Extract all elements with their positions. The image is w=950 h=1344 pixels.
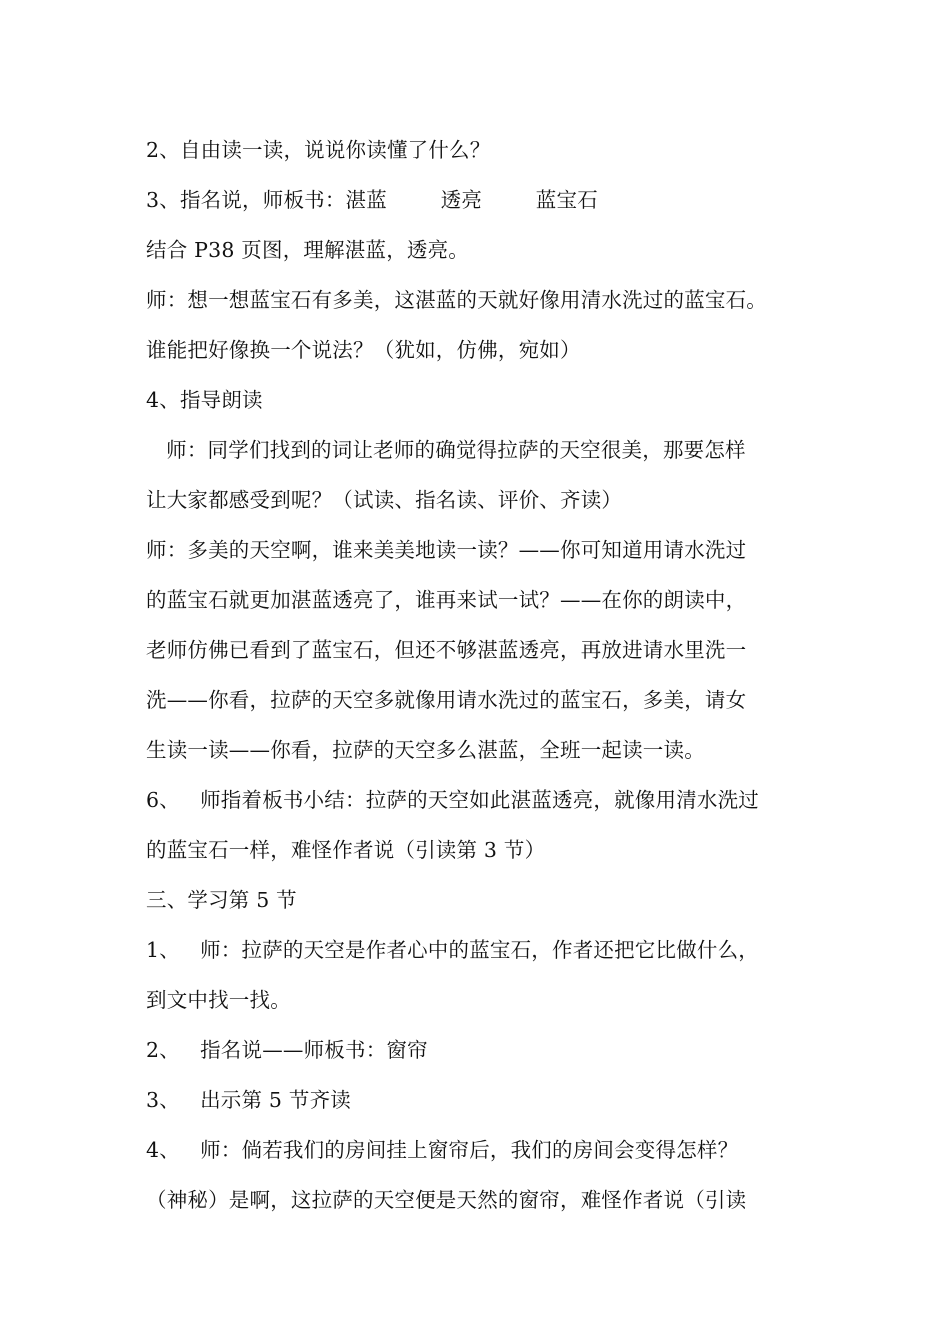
text-line-15: 的蓝宝石一样，难怪作者说（引读第 3 节） [146,838,546,862]
text-line-3: 结合 P38 页图，理解湛蓝，透亮。 [146,238,470,262]
text-line-22: （神秘）是啊，这拉萨的天空便是天然的窗帘，难怪作者说（引读 [146,1188,747,1212]
text-line-9: 师：多美的天空啊，谁来美美地读一读？——你可知道用请水洗过 [146,538,747,562]
text-line-12: 洗——你看，拉萨的天空多就像用请水洗过的蓝宝石，多美，请女 [146,688,747,712]
text-line-13: 生读一读——你看，拉萨的天空多么湛蓝，全班一起读一读。 [146,738,705,762]
text-line-17: 1、 师：拉萨的天空是作者心中的蓝宝石，作者还把它比做什么， [146,938,759,962]
text-line-11: 老师仿佛已看到了蓝宝石，但还不够湛蓝透亮，再放进请水里洗一 [146,638,747,662]
text-line-8: 让大家都感受到呢？（试读、指名读、评价、齐读） [146,488,623,512]
text-line-4: 师：想一想蓝宝石有多美，这湛蓝的天就好像用清水洗过的蓝宝石。 [146,288,767,312]
text-line-20: 3、 出示第 5 节齐读 [146,1088,351,1112]
text-line-1: 2、自由读一读，说说你读懂了什么？ [146,138,491,162]
text-line-19: 2、 指名说——师板书：窗帘 [146,1038,428,1062]
text-line-6: 4、指导朗读 [146,388,263,412]
text-line-14: 6、 师指着板书小结：拉萨的天空如此湛蓝透亮，就像用清水洗过 [146,788,759,812]
text-line-7: 师：同学们找到的词让老师的确觉得拉萨的天空很美，那要怎样 [146,438,746,462]
text-line-16: 三、学习第 5 节 [146,888,297,912]
text-line-5: 谁能把好像换一个说法？（犹如，仿佛，宛如） [146,338,581,362]
text-line-10: 的蓝宝石就更加湛蓝透亮了，谁再来试一试？——在你的朗读中， [146,588,747,612]
text-line-2: 3、指名说，师板书：湛蓝 透亮 蓝宝石 [146,188,598,212]
text-line-21: 4、 师：倘若我们的房间挂上窗帘后，我们的房间会变得怎样？ [146,1138,739,1162]
text-line-18: 到文中找一找。 [146,988,291,1012]
